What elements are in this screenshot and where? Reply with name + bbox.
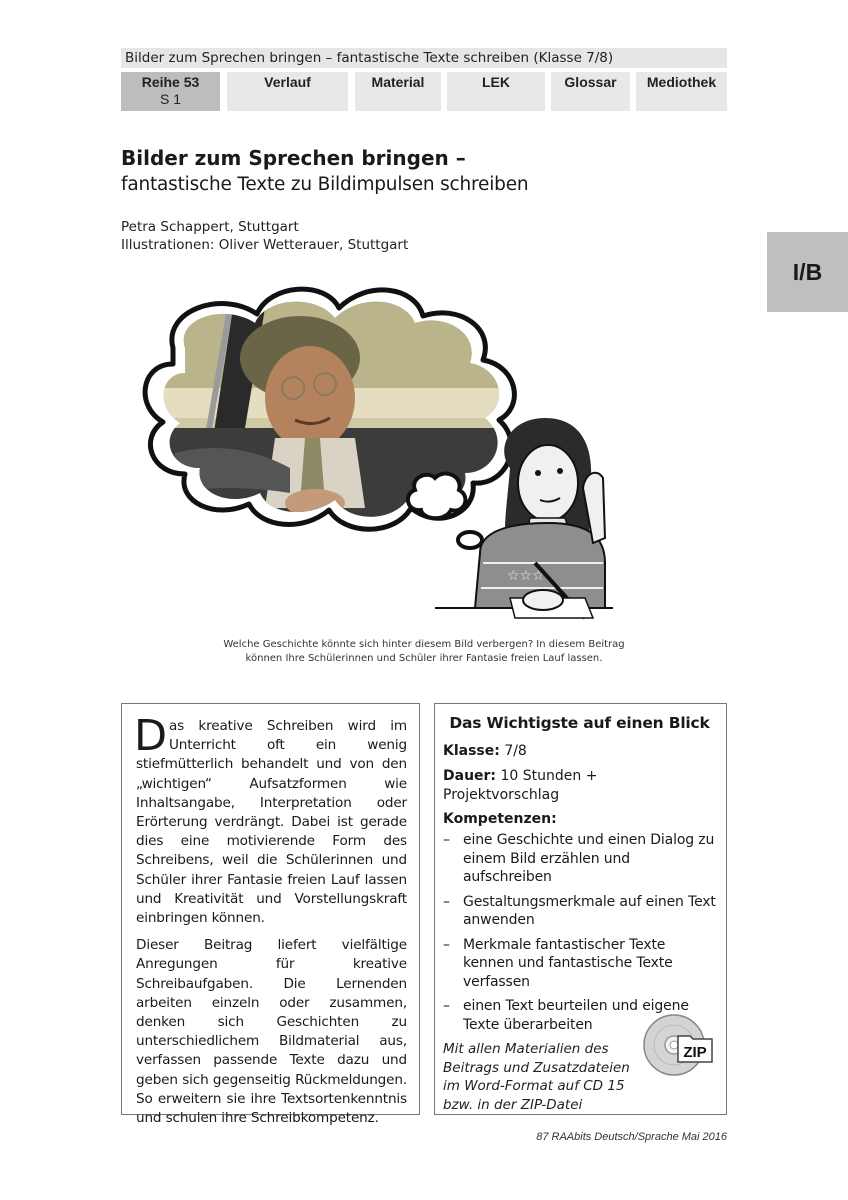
list-item-text: eine Geschichte und einen Dialog zu einem Bild erzählen und aufschreiben xyxy=(463,832,715,885)
list-item xyxy=(443,831,716,887)
dash-bullet: – xyxy=(443,832,450,848)
klasse-value: 7/8 xyxy=(504,743,527,759)
intro-box xyxy=(121,703,420,1127)
page-subtitle: fantastische Texte zu Bildimpulsen schreiben xyxy=(121,174,529,195)
list-item-text: einen Text beurteilen und eigene Texte überarbeiten xyxy=(463,998,689,1033)
running-title: Bilder zum Sprechen bringen – fantastische Texte schreiben (Klasse 7/8) xyxy=(121,48,727,68)
illustration-caption: Welche Geschichte könnte sich hinter diesem Bild verbergen? In diesem Beitrag können Ihre Schülerinnen und Schüler ihrer Fantasie freien Lauf lassen. xyxy=(223,639,625,664)
footer-issue: 87 RAAbits Deutsch/Sprache Mai 2016 xyxy=(536,1131,727,1143)
overview-box xyxy=(434,703,727,1115)
dash-bullet: – xyxy=(443,893,450,910)
drop-cap: D xyxy=(134,711,167,761)
tab-verlauf[interactable]: Verlauf xyxy=(227,72,348,111)
illustration xyxy=(115,278,615,633)
intro-paragraph-1 xyxy=(134,711,407,928)
author-block xyxy=(121,218,408,254)
intro-paragraph-2: Dieser Beitrag liefert vielfältige Anregungen für kreative Schreibaufgaben. Die Lernenden arbeiten einzeln oder zusammen, denken sich Geschichten zu unterschiedlichem Bildmaterial aus, verfassen passende Texte dazu und geben sich gegenseitig Rückmeldungen. So erweitern sie ihre Textsortenkenntnis und schulen ihre Schreibkompetenz. xyxy=(136,937,407,1127)
tab-reihe-sub: S 1 xyxy=(159,91,181,107)
tab-mediothek[interactable]: Mediothek xyxy=(636,72,727,111)
dauer-row xyxy=(443,767,716,805)
tab-reihe-label: Reihe 53 xyxy=(141,74,200,90)
tab-reihe[interactable] xyxy=(121,72,220,111)
svg-text:☆☆☆: ☆☆☆ xyxy=(507,568,545,584)
thought-bubble xyxy=(145,289,515,548)
kompetenzen-label: Kompetenzen: xyxy=(443,811,557,827)
list-item-text: Gestaltungsmerkmale auf einen Text anwenden xyxy=(463,893,716,928)
dash-bullet: – xyxy=(443,998,450,1014)
klasse-label: Klasse: xyxy=(443,743,500,759)
cd-zip-label: ZIP xyxy=(683,1044,707,1061)
tab-glossar[interactable]: Glossar xyxy=(551,72,630,111)
intro-paragraph-1-text: as kreative Schreiben wird im Unterricht oft ein wenig stiefmütterlich behandelt und von den „wichtigen“ Aufsatzformen wie Inhaltsangabe, Interpretation oder Erörterung verdrängt. Dabei ist gerade dies eine motivierende Form des Schreibens, weil die Schülerinnen und Schüler ihrer Fantasie freien Lauf lassen und Kreativität und Vorstellungskraft einbringen können. xyxy=(136,718,407,927)
cd-zip-icon xyxy=(642,1014,714,1076)
page-title: Bilder zum Sprechen bringen – xyxy=(121,146,466,170)
klasse-row xyxy=(443,742,716,761)
dash-bullet: – xyxy=(443,936,450,953)
materials-note: Mit allen Materialien des Beitrags und Zusatzdateien im Word-Format auf CD 15 bzw. in der ZIP-Datei xyxy=(443,1041,630,1113)
author: Petra Schappert, Stuttgart xyxy=(121,219,299,235)
list-item-text: Merkmale fantastischer Texte kennen und fantastische Texte verfassen xyxy=(463,936,673,990)
section-marker: I/B xyxy=(767,232,848,312)
tab-lek[interactable]: LEK xyxy=(447,72,545,111)
kompetenzen-list xyxy=(443,831,716,1034)
overview-title: Das Wichtigste auf einen Blick xyxy=(449,714,710,732)
illustrator: Illustrationen: Oliver Wetterauer, Stuttgart xyxy=(121,237,409,253)
tab-material[interactable]: Material xyxy=(355,72,441,111)
dauer-value: 10 Stunden + Projektvorschlag xyxy=(443,768,598,803)
list-item xyxy=(443,936,716,992)
dauer-label: Dauer: xyxy=(443,768,497,784)
list-item xyxy=(443,893,716,930)
